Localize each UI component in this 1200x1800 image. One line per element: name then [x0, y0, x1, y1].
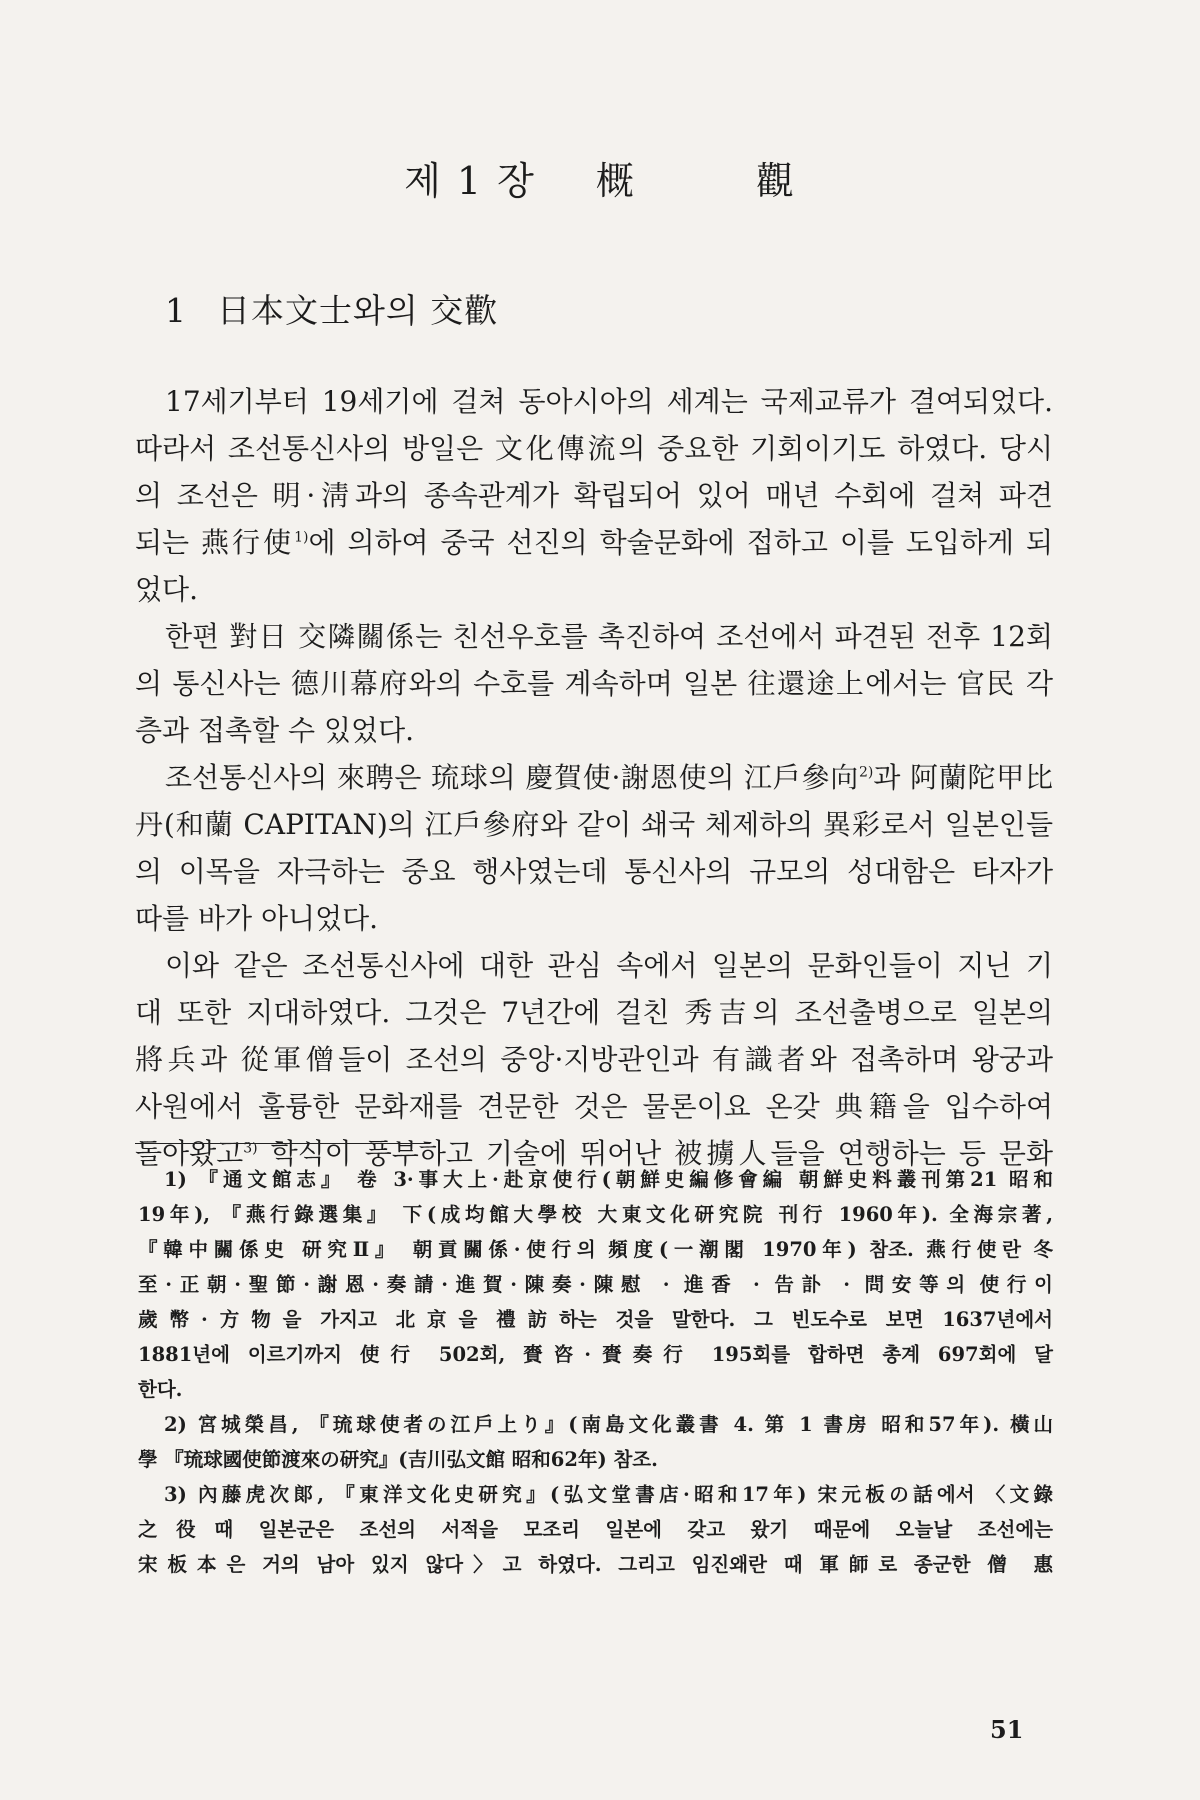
section-heading — [165, 285, 498, 332]
note-ref: 2) — [858, 764, 874, 781]
footnote-3-line: 之役때 일본군은 조선의 서적을 모조리 일본에 갖고 왔기 때문에 오늘날 조선에는 — [138, 1518, 1053, 1541]
footnote-1-line: 1881년에 이르기까지 使行 502회, 賚咨·賚奏行 195회를 합하면 총계 697회에 달 — [138, 1343, 1053, 1366]
footnote-1-line: 歲幣·方物을 가지고 北京을 禮訪하는 것을 말한다. 그 빈도수로 보면 1637년에서 — [138, 1308, 1053, 1331]
body-line: 丹(和蘭 CAPITAN)의 江戶參府와 같이 쇄국 체제하의 異彩로서 일본인들 — [135, 808, 1053, 841]
body-line: 사원에서 훌륭한 문화재를 견문한 것은 물론이요 온갖 典籍을 입수하여 — [135, 1090, 1053, 1123]
note-ref: 1) — [294, 529, 309, 546]
body-line-part: 에 의하여 중국 선진의 학술문화에 접하고 이를 도입하게 되 — [308, 526, 1054, 559]
section-title: 日本文士와의 交歡 — [217, 291, 499, 330]
note-ref: 3) — [243, 1140, 258, 1157]
footnote-1-line: 『韓中關係史 研究Ⅱ』 朝貢關係·使行의 頻度(一潮閣 1970年) 참조. 燕行使란 冬 — [138, 1238, 1053, 1261]
page-number: 51 — [990, 1715, 1024, 1744]
footnote-3-line: 宋板本은 거의 남아 있지 않다〉고 하였다. 그리고 임진왜란 때 軍師로 종군한 僧 惠 — [138, 1553, 1053, 1576]
body-line: 었다. — [135, 573, 198, 606]
footnote-1-line: 한다. — [138, 1378, 183, 1401]
chapter-title-number: 제 1 장 — [404, 159, 536, 203]
body-line-part: 조선통신사의 來聘은 琉球의 慶賀使·謝恩使의 江戶參向 — [165, 761, 859, 794]
body-text — [135, 378, 1053, 1177]
footnote-2-line: 學 『琉球國使節渡來の研究』(吉川弘文館 昭和62年) 참조. — [138, 1448, 658, 1471]
body-line: 대 또한 지대하였다. 그것은 7년간에 걸친 秀吉의 조선출병으로 일본의 — [135, 996, 1053, 1029]
body-line-part: 과 阿蘭陀甲比 — [873, 761, 1054, 794]
body-line: 의 조선은 明·淸과의 종속관계가 확립되어 있어 매년 수회에 걸쳐 파견 — [135, 479, 1053, 512]
body-line: 한편 對日 交隣關係는 친선우호를 촉진하여 조선에서 파견된 전후 12회 — [165, 620, 1053, 653]
chapter-title-word-1: 概 — [595, 159, 636, 203]
section-number: 1 — [165, 291, 187, 330]
body-line: 의 통신사는 德川幕府와의 수호를 계속하며 일본 往還途上에서는 官民 각 — [135, 667, 1053, 700]
footnote-3-line: 3) 內藤虎次郞, 『東洋文化史研究』(弘文堂書店·昭和17年) 宋元板の話에서 〈文錄 — [164, 1483, 1053, 1506]
footnote-divider — [135, 1143, 430, 1144]
body-line-part: 학식이 풍부하고 기술에 뛰어난 被擄人들을 연행하는 등 문화 — [257, 1137, 1053, 1170]
body-line-part: 돌아왔고 — [135, 1137, 244, 1170]
footnote-1-line: 1) 『通文館志』 卷 3·事大上·赴京使行(朝鮮史編修會編 朝鮮史料叢刊第21 昭和 — [164, 1168, 1053, 1191]
body-line: 이와 같은 조선통신사에 대한 관심 속에서 일본의 문화인들이 지닌 기 — [165, 949, 1053, 982]
body-line: 따를 바가 아니었다. — [135, 902, 379, 935]
body-line — [135, 754, 1053, 801]
body-line: 의 이목을 자극하는 중요 행사였는데 통신사의 규모의 성대함은 타자가 — [135, 855, 1053, 888]
body-line: 층과 접촉할 수 있었다. — [135, 714, 415, 747]
body-line-part: 되는 燕行使 — [135, 526, 295, 559]
body-line: 따라서 조선통신사의 방일은 文化傳流의 중요한 기회이기도 하였다. 당시 — [135, 432, 1053, 465]
body-line: 將兵과 從軍僧들이 조선의 중앙·지방관인과 有識者와 접촉하며 왕궁과 — [135, 1043, 1053, 1076]
body-line: 17세기부터 19세기에 걸쳐 동아시아의 세계는 국제교류가 결여되었다. — [165, 385, 1053, 418]
body-line — [135, 519, 1053, 566]
footnote-2-line: 2) 宮城榮昌, 『琉球使者の江戶上り』(南島文化叢書 4. 第 1 書房 昭和57年). 橫山 — [164, 1413, 1053, 1436]
chapter-title-word-2: 觀 — [755, 159, 796, 203]
chapter-title — [0, 150, 1200, 205]
footnotes — [138, 1162, 1053, 1582]
footnote-1-line: 19年), 『燕行錄選集』 下(成均館大學校 大東文化研究院 刊行 1960年). 全海宗著, — [138, 1203, 1053, 1226]
footnote-1-line: 至·正朝·聖節·謝恩·奏請·進賀·陳奏·陳慰 · 進香 · 告訃 · 問安等의 使行이 — [138, 1273, 1053, 1296]
